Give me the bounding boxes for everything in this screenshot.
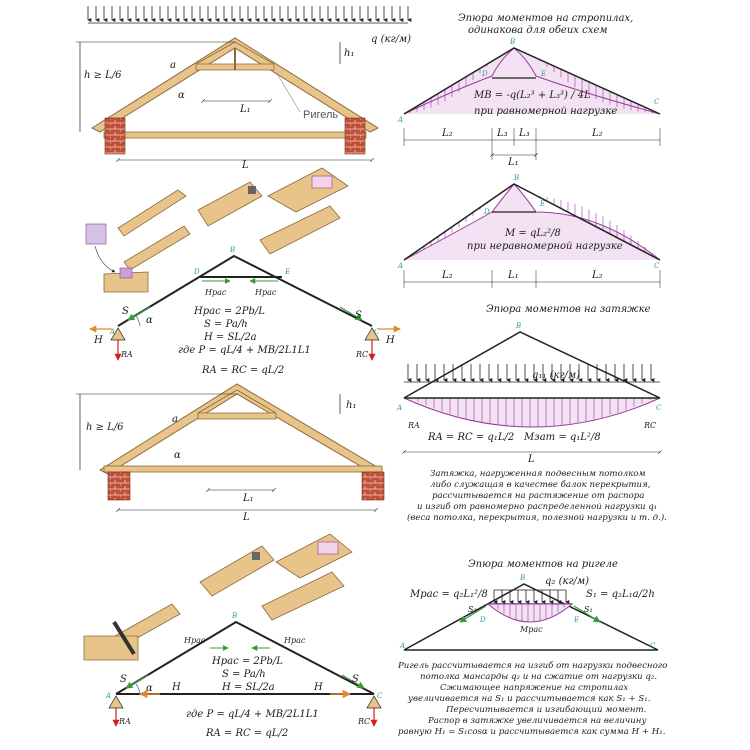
scheme2-support-left [109,696,123,708]
tie-note-5: (веса потолка, перекрытия, полезной нагрузки и т. д.). [407,513,667,523]
tie-moment-curve [404,398,660,427]
rigel-label: Ригель [303,109,339,121]
moment-tie-diagram [396,304,667,523]
mr-span-1: L₂ [442,128,453,139]
tie-note-4: и изгиб от равномерно распределенной нагрузки q₁ [417,502,658,512]
mu-point-e: E [540,200,546,208]
scheme1-point-c: C [374,328,380,336]
scheme2-formula-3: H = SL/2a [222,682,275,693]
top-tie-beam [104,132,366,138]
rigel-note-3: Сжимающее напряжение на стропилах [440,683,629,693]
tie-title: Эпюра моментов на затяжке [486,304,651,315]
rigel-point-d: D [480,616,486,624]
mr-point-e: E [541,70,547,78]
mu-span-3: L₂ [592,270,603,281]
mr-span-2: L₃ [497,128,508,139]
mr-point-d: D [482,70,488,78]
tie-r-formula: RA = RC = q₁L/2 [428,432,515,443]
scheme1-reactions: RA = RC = qL/2 [202,365,285,376]
scheme2-hpac-right: Hрас [284,636,306,645]
top-load-label: q (кг/м) [371,34,412,45]
tie-point-a: A [397,404,403,412]
scheme1-point-e: E [285,268,291,276]
scheme1-formula-4: где P = qL/4 + MB/2L1L1 [178,345,311,356]
bottom-tie-beam [104,466,382,472]
mr-l1: L₁ [508,157,519,168]
moment-rafters-title-2: одинакова для обеих схем [468,25,608,36]
mr-formula: MB = -q(L₂³ + L₃³) / 4L [474,90,591,101]
scheme2-extra: где P = qL/4 + MB/2L1L1 [186,709,319,720]
rigel-m-left: Mрас = q₂L₁²/8 [410,589,488,600]
scheme2-hpac-left: Hрас [184,636,206,645]
scheme1-h-right: H [386,335,395,346]
scheme1-formula-3: H = SL/2a [204,332,257,343]
bottom-l1-label: L₁ [243,493,254,504]
scheme2-point-c: C [377,692,383,700]
scheme1-hpac-left: Hрас [205,288,227,297]
tie-point-c: C [656,404,662,412]
bottom-collar-beam [198,413,276,419]
scheme2-s-right: S [352,674,359,685]
rigel-note-2: потолка мансарды q₂ и на сжатие от нагрузки q₂. [420,672,658,682]
rigel-s1-left: S₁ [468,605,477,614]
scheme2-alpha: α [146,683,153,694]
mr-point-a: A [398,116,404,124]
tie-rc: RC [644,421,657,430]
tie-m-formula: Mзат = q₁L²/8 [524,432,601,443]
mu-span-1: L₂ [442,270,453,281]
rigel-s-right: S₁ = q₂L₁a/2h [586,589,655,600]
scheme1-formula-1: Hрас = 2Pb/L [194,306,265,317]
rigel-m-center: Mрас [520,625,543,634]
top-load-arrows [88,6,408,20]
moment-rafters-title-1: Эпюра моментов на стропилах, [458,13,634,24]
tie-l-label: L [528,454,535,465]
mu-point-d: D [484,208,490,216]
rigel-point-a: A [400,642,406,650]
scheme2-point-a: A [106,692,112,700]
rigel-point-b: B [520,574,526,582]
scheme2-s-left: S [120,674,127,685]
top-alpha-label: α [178,90,185,101]
mu-formula: M = qL₂²/8 [505,228,561,239]
scheme2-point-b: B [232,612,238,620]
scheme2-ra: RA [119,717,131,726]
scheme1-h-left: H [94,335,103,346]
tie-point-b: B [516,322,522,330]
bottom-a-label: a [172,414,178,425]
bottom-alpha-label: α [174,450,181,461]
scheme2-h-left: H [172,682,181,693]
rigel-load-label: q₂ (кг/м) [545,576,590,587]
mr-caption: при равномерной нагрузке [474,106,618,117]
moment-rigel-diagram [397,559,667,737]
rigel-title: Эпюра моментов на ригеле [468,559,618,570]
scheme2-rc: RC [358,717,371,726]
top-right-wall [345,118,365,154]
top-left-wall [105,118,125,154]
moment-uneven-diagram [397,174,660,288]
bottom-roof-group [76,384,384,523]
mr-point-b: B [510,38,516,46]
rigel-note-5: Пересчитывается и изгибающий момент. [446,705,647,715]
scheme2-formula-1: Hрас = 2Pb/L [212,656,283,667]
top-a-label: a [170,60,176,71]
top-h-label: h ≥ L/6 [84,70,122,81]
rigel-s1-right: S₁ [584,605,593,614]
mu-caption: при неравномерной нагрузке [467,241,623,252]
tie-note-1: Затяжка, нагруженная подвесным потолком [430,469,646,479]
top-l1-label: L₁ [240,104,251,115]
tie-ra: RA [408,421,420,430]
moment-rafters-diagram [397,13,660,168]
rigel-note-4: увеличивается на S₁ и рассчитывается как S₁ + S₁. [408,694,651,704]
rigel-note-1: Ригель рассчитывается на изгиб от нагрузки подвесного [398,661,668,671]
rigel-moment-curve [488,604,572,622]
scheme1-s-left: S [122,306,129,317]
mu-point-a: A [398,262,404,270]
scheme1-alpha: α [146,315,153,326]
scheme2-formula-2: S = Pa/h [222,669,266,680]
mu-span-2: L₁ [508,270,519,281]
top-l-label: L [242,160,249,171]
top-h1-label: h₁ [344,48,355,59]
tie-note-2: либо служащая в качестве балок перекрытия, [430,480,651,490]
bottom-right-wall [362,472,384,500]
tie-load-arrows [408,364,651,380]
mr-span-4: L₂ [592,128,603,139]
bottom-h1-label: h₁ [346,400,357,411]
mu-point-b: B [514,174,520,182]
scheme1-point-a: A [110,328,116,336]
scheme1-point-d: D [194,268,200,276]
mu-point-c: C [654,262,660,270]
rigel-note-7: равную H₁ = S₁cosα и рассчитывается как сумма H + H₁. [398,727,666,737]
mr-span-3: L₃ [519,128,530,139]
rigel-point-e: E [574,616,580,624]
scheme2-h-right: H [314,682,323,693]
scheme2-reactions: RA = RC = qL/2 [206,728,289,739]
top-roof-group [76,6,411,171]
scheme1-s-right: S [355,310,362,321]
tie-note-3: рассчитывается на растяжение от распора [432,491,645,501]
bottom-l-label: L [243,512,250,523]
top-joint-details [86,168,348,292]
bottom-h-label: h ≥ L/6 [86,422,124,433]
tie-load-label: q₁₁ (кг/м) [532,370,581,381]
mr-point-c: C [654,98,660,106]
scheme1-point-b: B [230,246,236,254]
bottom-left-wall [108,472,130,500]
rigel-note-6: Распор в затяжке увеличивается на величину [428,716,647,726]
scheme1-hpac-right: Hрас [255,288,277,297]
scheme1-ra: RA [121,350,133,359]
scheme1-formula-2: S = Pa/h [204,319,248,330]
rigel-point-c: C [650,642,656,650]
bottom-joint-details [84,534,352,660]
scheme1-rc: RC [356,350,369,359]
